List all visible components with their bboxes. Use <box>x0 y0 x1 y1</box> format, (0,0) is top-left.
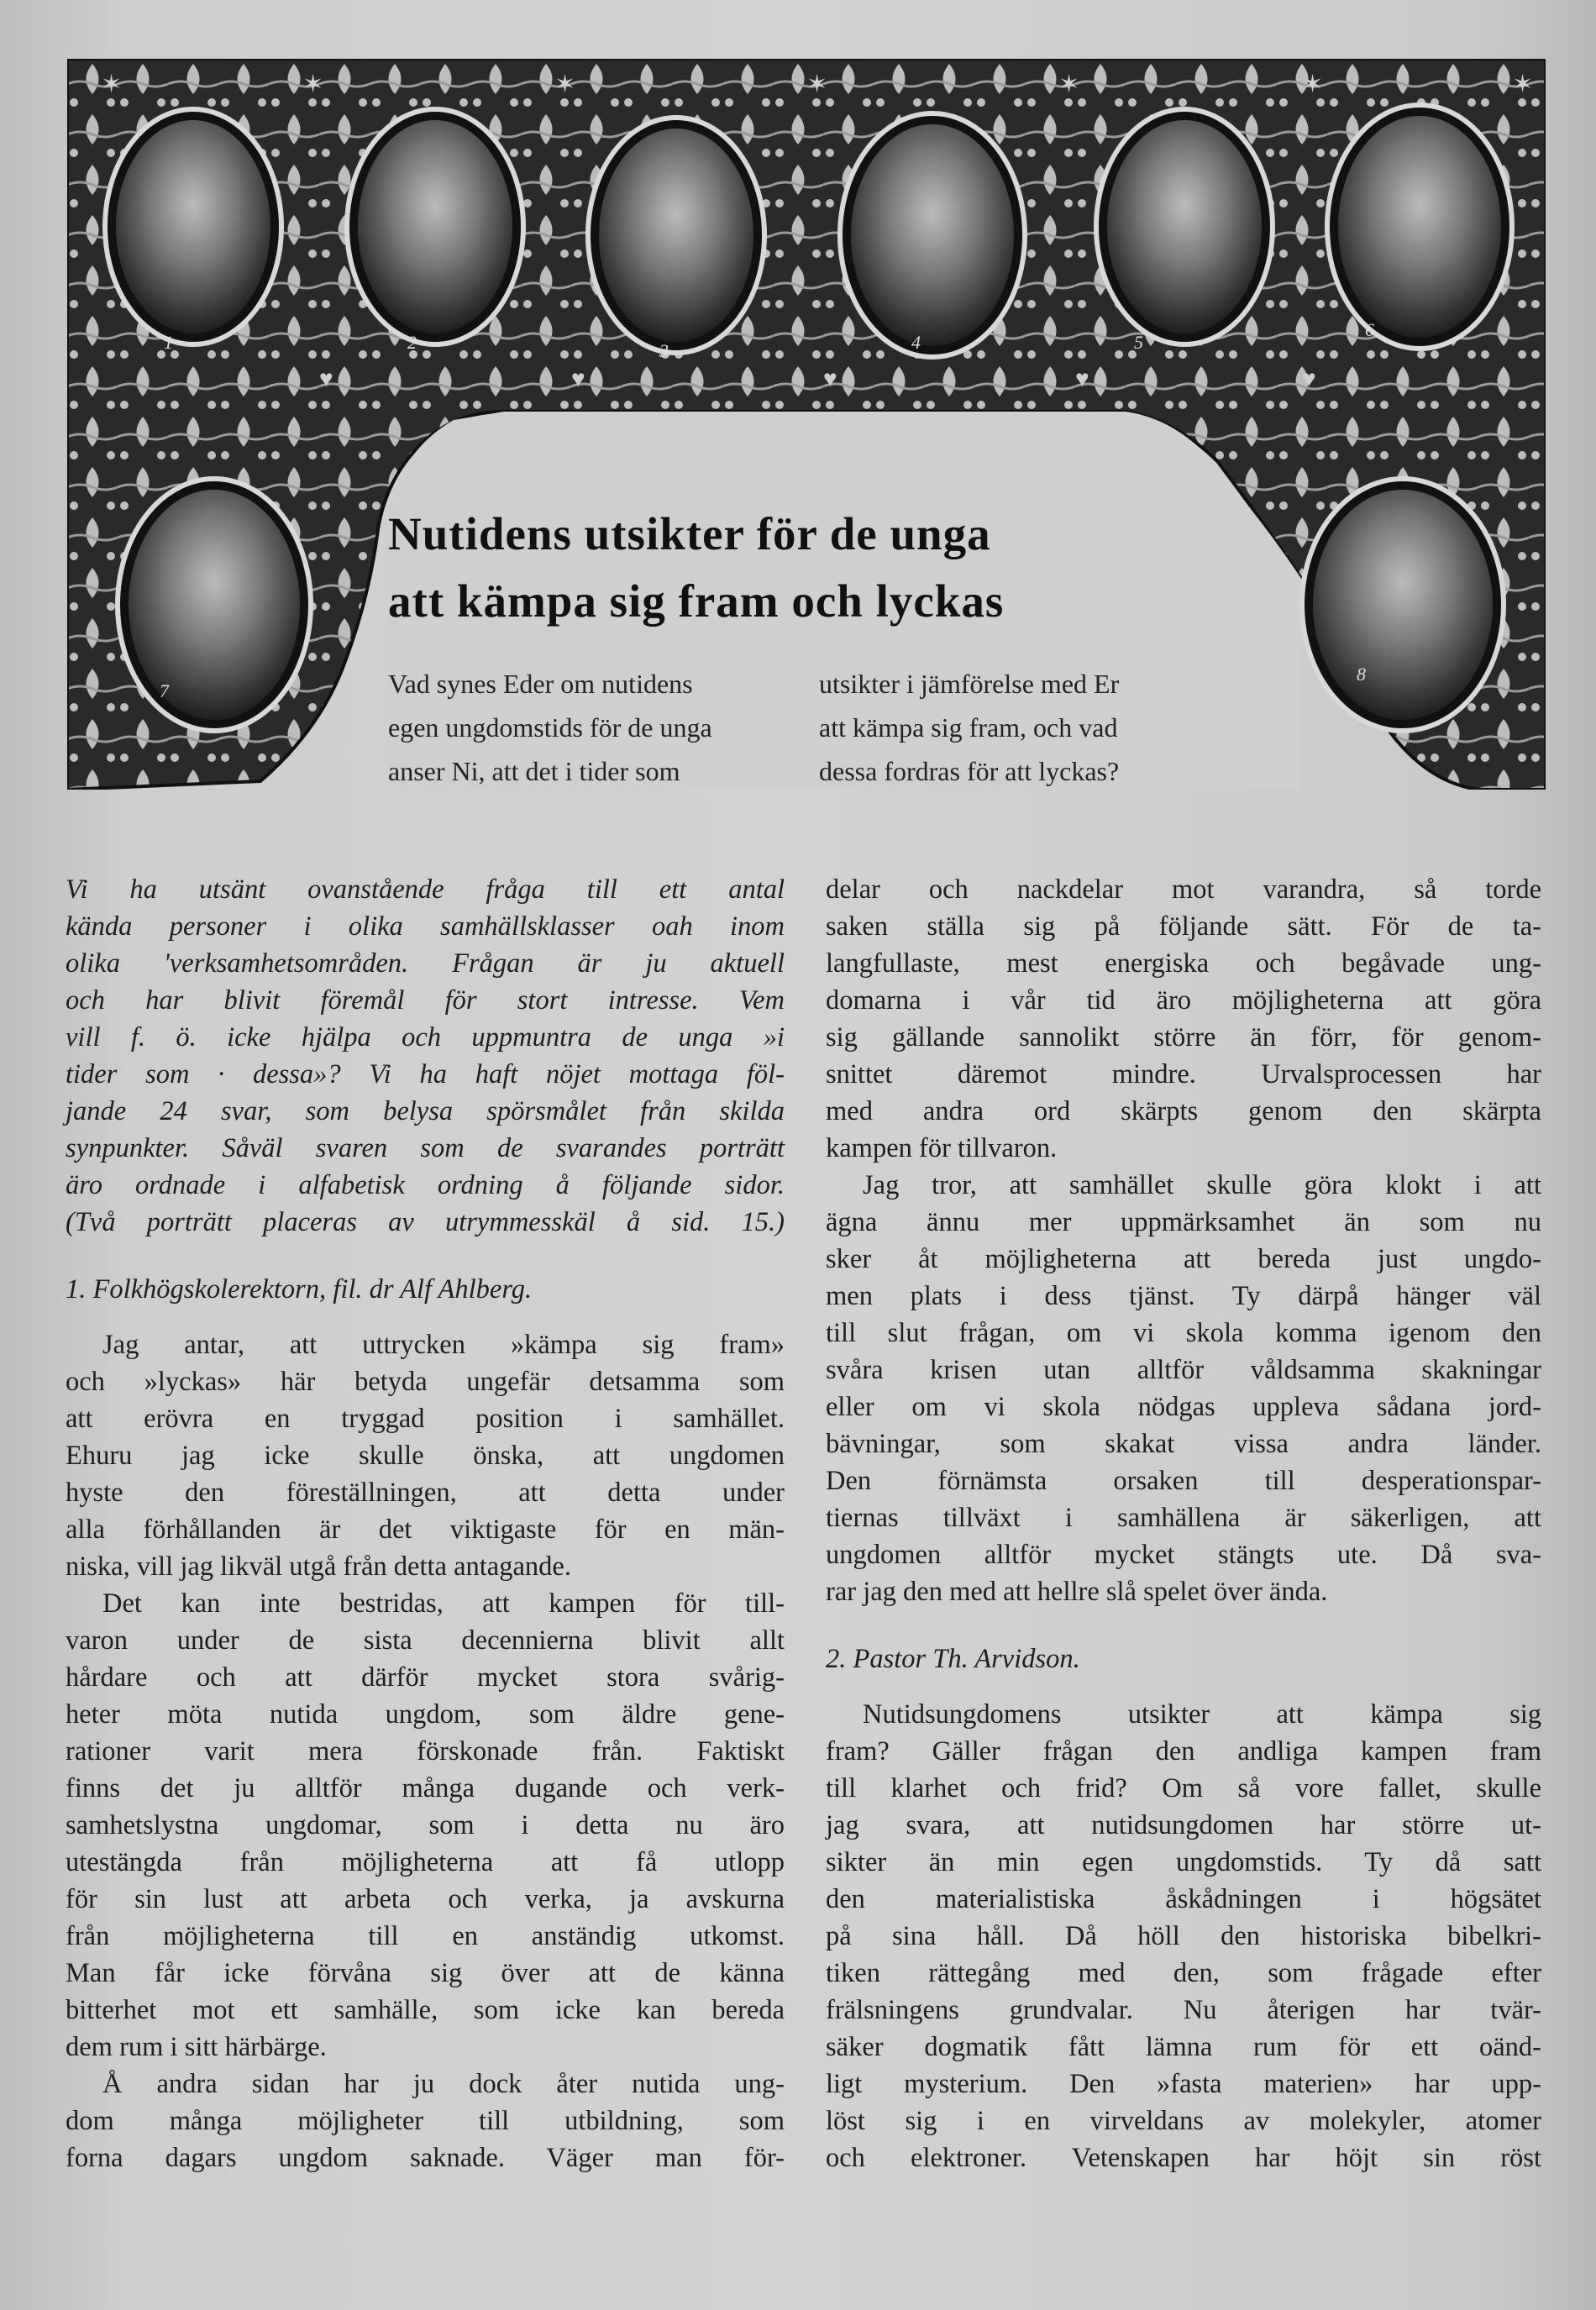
text-line: hyste den föreställningen, att detta under <box>66 1478 785 1508</box>
svg-text:✶: ✶ <box>1058 71 1080 98</box>
svg-text:✶: ✶ <box>554 71 576 98</box>
svg-text:✶: ✶ <box>1512 71 1534 98</box>
text-line: Jag tror, att samhället skulle göra klokt i att <box>863 1170 1541 1200</box>
text-line: kampen för tillvaron. <box>826 1133 1058 1163</box>
text-line: dom många möjligheter till utbildning, som <box>66 2106 785 2136</box>
text-line: saken ställa sig på följande sätt. För de ta- <box>826 911 1541 942</box>
portrait-7 <box>118 479 311 731</box>
text-line: bitterhet mot ett samhälle, som icke kan bereda <box>66 1995 785 2025</box>
text-line: för sin lust att arbeta och verka, ja avskurna <box>66 1884 785 1914</box>
text-line: bävningar, som skakat vissa andra länder. <box>826 1429 1541 1459</box>
portrait-4 <box>840 113 1025 357</box>
portrait-number: 4 <box>911 332 921 353</box>
text-line: heter möta nutida ungdom, som äldre gene- <box>66 1699 785 1730</box>
text-line: tiken rättegång med den, som frågade efter <box>826 1958 1541 1988</box>
svg-text:♥: ♥ <box>823 366 837 392</box>
text-line: svåra krisen utan alltför våldsamma skakningar <box>826 1355 1541 1385</box>
portrait-number: 7 <box>160 680 169 701</box>
text-line: att erövra en tryggad position i samhället. <box>66 1404 785 1434</box>
title-line-2: att kämpa sig fram och lyckas <box>388 575 1005 627</box>
svg-text:✶: ✶ <box>1302 71 1324 98</box>
paragraph <box>66 2066 785 2176</box>
text-line: Man får icke förvåna sig över att de känna <box>66 1958 785 1988</box>
paragraph <box>826 871 1541 1167</box>
paragraph <box>826 1696 1541 2176</box>
text-line: utestängda från möjligheterna att få utlopp <box>66 1847 785 1877</box>
svg-text:✶: ✶ <box>302 71 324 98</box>
text-line: sker åt möjligheterna att bereda just ungdo- <box>826 1244 1541 1274</box>
svg-text:♥: ♥ <box>1075 366 1089 392</box>
section-heading-1: 1. Folkhögskolerektorn, fil. dr Alf Ahlberg. <box>66 1274 533 1305</box>
question-line: utsikter i jämförelse med Er <box>819 669 1120 699</box>
text-line: Det kan inte bestridas, att kampen för till- <box>102 1588 785 1619</box>
text-line: ligt mysterium. Den »fasta materien» har upp- <box>826 2069 1541 2099</box>
text-line: rationer varit mera förskonade från. Faktiskt <box>66 1736 785 1767</box>
text-line: tiernas tillväxt i samhällena är säkerligen, att <box>826 1503 1541 1533</box>
text-line: till klarhet och frid? Om så vore fallet, skulle <box>826 1773 1541 1803</box>
text-line: rar jag den med att hellre slå spelet över ända. <box>826 1577 1328 1607</box>
text-line: alla förhållanden är det viktigaste för en män- <box>66 1515 785 1545</box>
text-line: snittet däremot mindre. Urvalsprocessen har <box>826 1059 1541 1089</box>
section-heading-2: 2. Pastor Th. Arvidson. <box>826 1644 1080 1674</box>
question-left-column <box>388 662 798 793</box>
article-title <box>388 501 1228 635</box>
paragraph <box>66 1585 785 2066</box>
question-line: dessa fordras för att lyckas? <box>819 756 1120 786</box>
portrait-number: 1 <box>164 332 173 353</box>
text-line: till slut frågan, om vi skola komma igenom den <box>826 1318 1541 1348</box>
text-line: vill f. ö. icke hjälpa och uppmuntra de unga »i <box>66 1022 785 1053</box>
svg-text:✶: ✶ <box>806 71 828 98</box>
text-line: forna dagars ungdom saknade. Väger man för- <box>66 2143 785 2173</box>
text-line: varon under de sista decennierna blivit allt <box>66 1625 785 1656</box>
portrait-number: 2 <box>407 332 417 353</box>
text-line: löst sig i en virveldans av molekyler, atomer <box>826 2106 1541 2136</box>
svg-text:✶: ✶ <box>101 71 123 98</box>
question-line: att kämpa sig fram, och vad <box>819 712 1118 743</box>
left-text-column <box>66 871 785 2176</box>
text-line: langfullaste, mest energiska och begåvade ung- <box>826 948 1541 979</box>
title-line-1: Nutidens utsikter för de unga <box>388 508 991 559</box>
text-line: Den förnämsta orsaken till desperationspar- <box>826 1466 1541 1496</box>
text-line: jande 24 svar, som belysa spörsmålet från skilda <box>66 1096 785 1126</box>
text-line: ungdomen alltför mycket stängts ute. Då sva- <box>826 1540 1541 1570</box>
text-line: Jag antar, att uttrycken »kämpa sig fram» <box>102 1330 785 1360</box>
text-line: med andra ord skärpts genom den skärpta <box>826 1096 1541 1126</box>
text-line: Nutidsungdomens utsikter att kämpa sig <box>863 1699 1541 1730</box>
portrait-6 <box>1327 105 1512 349</box>
text-line: Å andra sidan har ju dock åter nutida ung- <box>102 2069 785 2099</box>
text-line: dem rum i sitt härbärge. <box>66 2032 327 2062</box>
portrait-number: 3 <box>659 340 669 361</box>
ornamental-header-frame <box>67 59 1546 790</box>
editorial-intro <box>66 871 785 1241</box>
text-line: olika 'verksamhetsområden. Frågan är ju aktuell <box>66 948 785 979</box>
svg-text:♥: ♥ <box>319 366 333 392</box>
text-line: (Två porträtt placeras av utrymmesskäl å sid. 15.) <box>66 1207 785 1237</box>
portrait-number: 5 <box>1134 332 1143 353</box>
text-line: och »lyckas» här betyda ungefär detsamma som <box>66 1367 785 1397</box>
paragraph <box>66 1326 785 1585</box>
text-line: jag svara, att nutidsungdomen har större ut- <box>826 1810 1541 1840</box>
portrait-8 <box>1302 479 1504 731</box>
text-line: kända personer i olika samhällsklasser oah inom <box>66 911 785 942</box>
text-line: från möjligheterna till en anständig utkomst. <box>66 1921 785 1951</box>
right-text-column <box>826 871 1541 2176</box>
text-line: sig gällande sannolikt större än förr, för genom- <box>826 1022 1541 1053</box>
question-right-column <box>819 662 1222 793</box>
text-line: sikter än min egen ungdomstids. Ty då satt <box>826 1847 1541 1877</box>
question-line: egen ungdomstids för de unga <box>388 712 712 743</box>
text-line: men plats i dess tjänst. Ty därpå hänger väl <box>826 1281 1541 1311</box>
text-line: eller om vi skola nödgas uppleva sådana jord- <box>826 1392 1541 1422</box>
svg-text:♥: ♥ <box>1302 366 1316 392</box>
text-line: och har blivit föremål för stort intresse. Vem <box>66 985 785 1016</box>
text-line: frälsningens grundvalar. Nu återigen har tvär- <box>826 1995 1541 2025</box>
text-line: samhetslystna ungdomar, som i detta nu äro <box>66 1810 785 1840</box>
text-line: Vi ha utsänt ovanstående fråga till ett antal <box>66 874 785 905</box>
text-line: domarna i vår tid äro möjligheterna att göra <box>826 985 1541 1016</box>
text-line: synpunkter. Såväl svaren som de svarandes porträtt <box>66 1133 785 1163</box>
question-line: Vad synes Eder om nutidens <box>388 669 693 699</box>
text-line: äro ordnade i alfabetisk ordning å följande sidor. <box>66 1170 785 1200</box>
text-line: på sina håll. Då höll den historiska bibelkri- <box>826 1921 1541 1951</box>
question-line: anser Ni, att det i tider som <box>388 756 680 786</box>
text-line: niska, vill jag likväl utgå från detta antagande. <box>66 1551 571 1582</box>
text-line: ägna ännu mer uppmärksamhet än som nu <box>826 1207 1541 1237</box>
paragraph <box>826 1167 1541 1610</box>
text-line: säker dogmatik fått lämna rum för ett oänd- <box>826 2032 1541 2062</box>
text-line: den materialistiska åskådningen i högsätet <box>826 1884 1541 1914</box>
portrait-number: 6 <box>1365 319 1374 340</box>
text-line: fram? Gäller frågan den andliga kampen fram <box>826 1736 1541 1767</box>
text-line: hårdare och att därför mycket stora svårig- <box>66 1662 785 1693</box>
text-line: Ehuru jag icke skulle önska, att ungdomen <box>66 1441 785 1471</box>
text-line: delar och nackdelar mot varandra, så torde <box>826 874 1541 905</box>
svg-text:♥: ♥ <box>571 366 585 392</box>
text-line: tider som · dessa»? Vi ha haft nöjet mottaga föl- <box>66 1059 785 1089</box>
portrait-number: 8 <box>1357 664 1366 685</box>
text-line: och elektroner. Vetenskapen har höjt sin röst <box>826 2143 1541 2173</box>
text-line: finns det ju alltför många dugande och verk- <box>66 1773 785 1803</box>
